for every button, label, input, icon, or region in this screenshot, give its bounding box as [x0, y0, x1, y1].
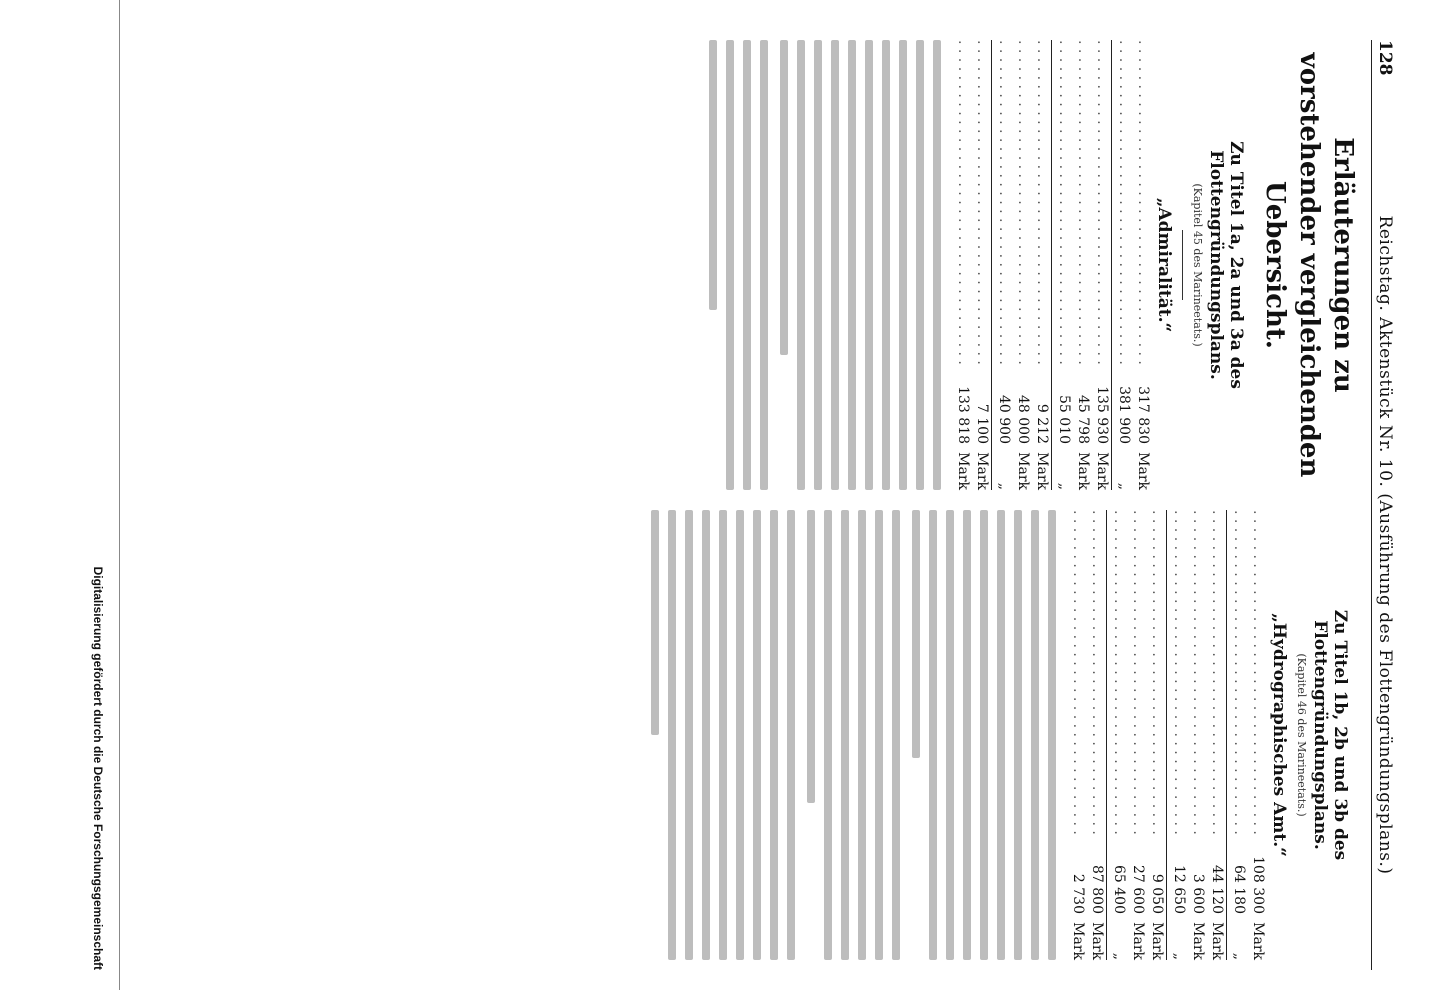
amount: 381 900 [1116, 386, 1132, 444]
footer-rule [119, 0, 120, 990]
row-label-placeholder [1032, 40, 1051, 364]
amount-unit: „ [1171, 952, 1187, 960]
amount: 133 818 [955, 386, 971, 444]
right-column [642, 510, 1360, 960]
amount: 108 300 [1250, 856, 1266, 914]
row-label-placeholder [1013, 40, 1032, 364]
amount-unit: „ [1116, 482, 1132, 490]
amount-row [1128, 510, 1147, 960]
row-label-placeholder [1128, 510, 1147, 834]
left-paragraph-placeholder [780, 40, 941, 490]
amount: 9 212 [1034, 403, 1050, 444]
row-label-placeholder [1147, 510, 1166, 834]
amount: 135 930 [1094, 386, 1110, 444]
amount-unit: Mark [1089, 922, 1105, 960]
row-label-placeholder [1068, 510, 1087, 834]
amount-unit: Mark [955, 452, 971, 490]
row-label-placeholder [972, 40, 991, 364]
left-note: (Kapitel 45 des Marineetats.) [1191, 183, 1204, 347]
running-header [1371, 40, 1398, 970]
row-label-placeholder [1109, 510, 1128, 834]
amount-row [1147, 510, 1167, 960]
amount-unit: Mark [1190, 922, 1206, 960]
left-section-heading: „Admiralität.“ [1154, 197, 1174, 333]
amount: 3 600 [1190, 873, 1206, 914]
page-title: Erläuterungen zu vorstehender vergleichenden Uebersicht. [1260, 52, 1358, 478]
separator [1182, 230, 1183, 300]
amount-row [1087, 510, 1107, 960]
amount: 64 180 [1231, 865, 1247, 914]
row-label-placeholder [1087, 510, 1106, 834]
right-subtitle: Zu Titel 1b, 2b und 3b des Flottengründungsplans. [1310, 609, 1350, 861]
amount-unit: Mark [1070, 922, 1086, 960]
amount: 65 400 [1111, 865, 1127, 914]
amount-unit: Mark [974, 452, 990, 490]
amount-row [1013, 40, 1032, 490]
amount-row [972, 40, 992, 490]
row-label-placeholder [1169, 510, 1188, 834]
left-column [700, 40, 1360, 490]
row-label-placeholder [1114, 40, 1133, 364]
amount-unit: Mark [1094, 452, 1110, 490]
amount-row [1092, 40, 1112, 490]
right-paragraph-placeholder [912, 510, 1056, 960]
amount-row [1169, 510, 1188, 960]
amount: 45 798 [1075, 395, 1091, 444]
amount-row [953, 40, 972, 490]
amount: 87 800 [1089, 865, 1105, 914]
amount-unit: Mark [1135, 452, 1151, 490]
right-list-placeholder [651, 510, 795, 960]
amount-row [1229, 510, 1248, 960]
row-label-placeholder [1092, 40, 1111, 364]
amount-unit: „ [1111, 952, 1127, 960]
row-label-placeholder [1248, 510, 1267, 834]
amount-row [1054, 40, 1073, 490]
amount: 2 730 [1070, 873, 1086, 914]
amount-row [1133, 40, 1152, 490]
amount-unit: „ [996, 482, 1012, 490]
amount-row [1068, 510, 1087, 960]
amount: 7 100 [974, 403, 990, 444]
left-amount-list [953, 40, 1152, 490]
row-label-placeholder [1188, 510, 1207, 834]
amount-row [994, 40, 1013, 490]
amount-unit: Mark [1250, 922, 1266, 960]
amount: 44 120 [1209, 865, 1225, 914]
amount-unit: Mark [1034, 452, 1050, 490]
right-section-heading: „Hydrographisches Amt.“ [1269, 613, 1289, 857]
amount: 317 830 [1135, 386, 1151, 444]
amount-unit: „ [1231, 952, 1247, 960]
row-label-placeholder [1054, 40, 1073, 364]
amount-unit: Mark [1015, 452, 1031, 490]
page-number: 128 [1375, 40, 1395, 76]
row-label-placeholder [1207, 510, 1226, 834]
amount-unit: Mark [1075, 452, 1091, 490]
amount-row [1207, 510, 1227, 960]
amount: 48 000 [1015, 395, 1031, 444]
amount-unit: „ [1056, 482, 1072, 490]
amount-row [1032, 40, 1052, 490]
row-label-placeholder [1133, 40, 1152, 364]
amount: 40 900 [996, 395, 1012, 444]
row-label-placeholder [1073, 40, 1092, 364]
amount-row [1109, 510, 1128, 960]
row-label-placeholder [953, 40, 972, 364]
row-label-placeholder [994, 40, 1013, 364]
running-title: Reichstag. Aktenstück Nr. 10. (Ausführung des Flottengründungsplans.) [1375, 215, 1395, 875]
amount-row [1073, 40, 1092, 490]
digitization-credit: Digitalisierung gefördert durch die Deutsche Forschungsgemeinschaft [91, 566, 105, 970]
amount-row [1114, 40, 1133, 490]
amount: 27 600 [1130, 865, 1146, 914]
amount-unit: Mark [1130, 922, 1146, 960]
right-paragraph-placeholder-2 [807, 510, 900, 960]
amount: 12 650 [1171, 865, 1187, 914]
right-amount-list [1068, 510, 1267, 960]
amount-row [1188, 510, 1207, 960]
amount-row [1248, 510, 1267, 960]
row-label-placeholder [1229, 510, 1248, 834]
amount: 55 010 [1056, 395, 1072, 444]
right-note: (Kapitel 46 des Marineetats.) [1295, 653, 1308, 817]
amount-unit: Mark [1209, 922, 1225, 960]
amount-unit: Mark [1149, 922, 1165, 960]
amount: 9 050 [1149, 873, 1165, 914]
left-paragraph-placeholder-2 [709, 40, 768, 490]
left-subtitle: Zu Titel 1a, 2a und 3a des Flottengründungsplans. [1206, 141, 1246, 389]
